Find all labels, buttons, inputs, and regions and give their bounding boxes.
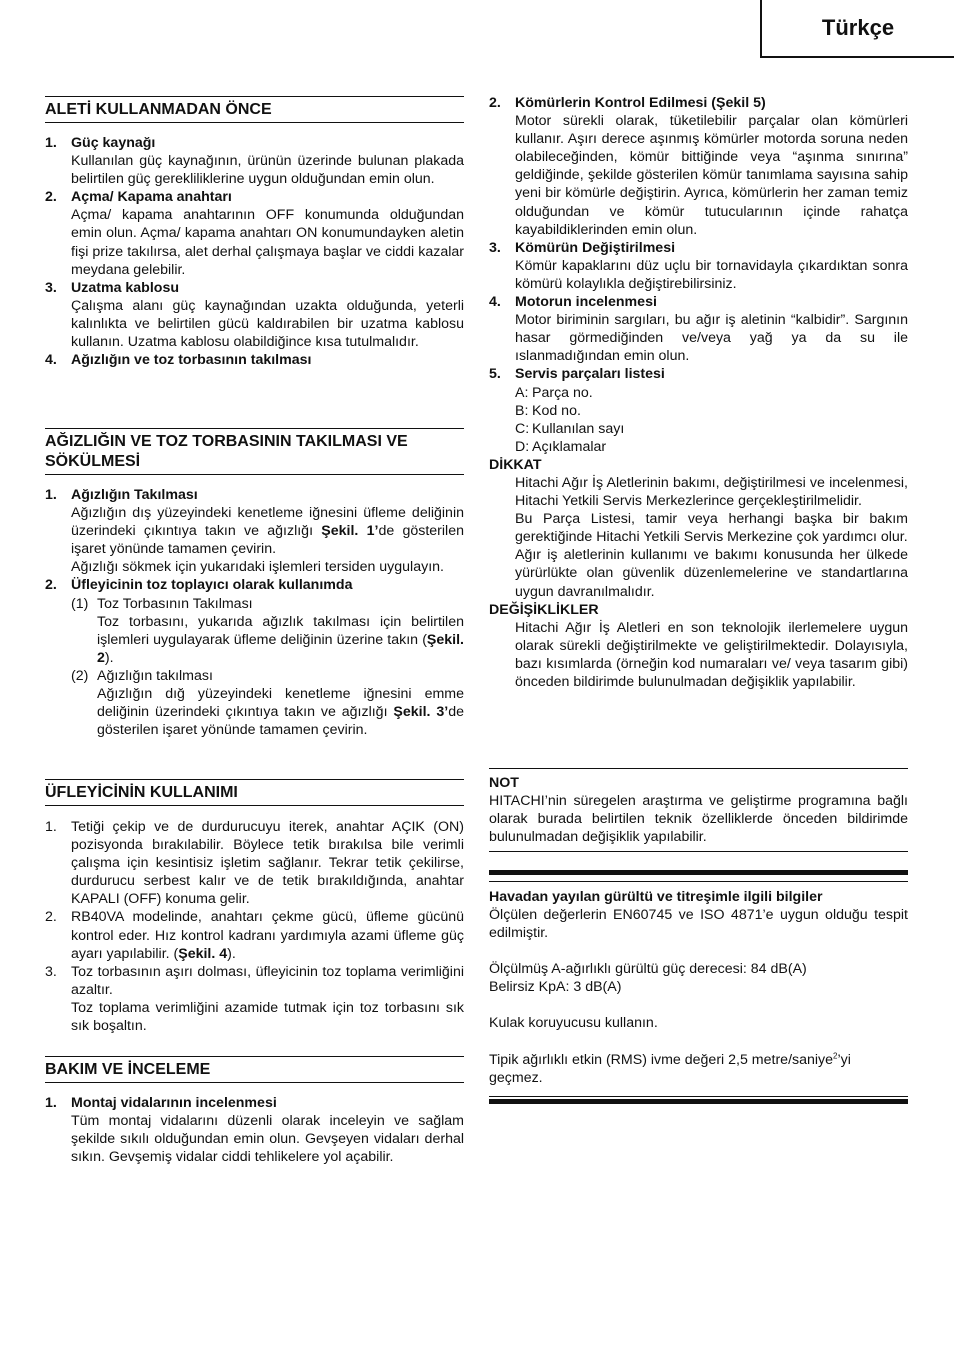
item-number: 1. bbox=[45, 135, 57, 151]
noise-paragraph: Ölçülen değerlerin EN60745 ve ISO 4871’e uygun olduğu tespit edilmiştir. bbox=[489, 907, 908, 942]
item-text: Tüm montaj vidalarını düzenli olarak inceleyin ve sağlam şekilde sıkılı olduğundan emin olun. Gevşeyen vidaları derhal sıkın. Gevşemiş vidalar ciddi tehlikelere yol açabilir. bbox=[71, 1113, 464, 1166]
blower-use-list bbox=[45, 818, 464, 1035]
sub-item-number: (2) bbox=[71, 667, 89, 684]
list-item bbox=[45, 279, 464, 351]
item-title: Montaj vidalarının incelenmesi bbox=[71, 1095, 277, 1111]
sub-item-text: Ağızlığın dığ yüzeyindeki kenetleme iğnesini emme deliğinin üzerindeki çıkıntıya takın ve ağızlığı Şekil. 3’de gösterilen işaret yönünde tamamen çevirin. bbox=[97, 686, 464, 739]
list-item bbox=[45, 351, 464, 369]
list-item bbox=[489, 365, 908, 455]
item-number: 2. bbox=[489, 95, 501, 111]
item-title: Üfleyicinin toz toplayıcı olarak kullanımda bbox=[71, 577, 353, 594]
item-number: 5. bbox=[489, 366, 501, 383]
item-number: 1. bbox=[45, 819, 57, 835]
item-title: Güç kaynağı bbox=[71, 135, 156, 151]
nozzle-list bbox=[45, 486, 464, 739]
item-text: RB40VA modelinde, anahtarı çekme gücü, üfleme gücünü kontrol eder. Hız kontrol kadranı yardımıyla azami üfleme güç ayarı yapılabilir. (Şekil. 4). bbox=[71, 909, 464, 962]
item-number: 3. bbox=[45, 279, 57, 296]
item-title: Servis parçaları listesi bbox=[515, 366, 665, 383]
item-number: 2. bbox=[45, 577, 57, 594]
sub-item-number: (1) bbox=[71, 595, 89, 612]
noise-uncertainty: Belirsiz KpA: 3 dB(A) bbox=[489, 979, 622, 996]
item-number: 2. bbox=[45, 909, 57, 926]
list-item bbox=[489, 239, 908, 293]
item-title: Kömürün Değiştirilmesi bbox=[515, 239, 676, 256]
item-title: Ağızlığın ve toz torbasının takılması bbox=[71, 352, 312, 369]
parts-list-entry: D: Açıklamalar bbox=[515, 438, 607, 455]
item-text: Motor biriminin sargıları, bu ağır iş aletinin “kalbidir”. Sargının hasar görmediğinden ve/veya yağ ya da su ile ıslanmadığından emin olun. bbox=[515, 312, 908, 365]
list-item bbox=[45, 908, 464, 962]
noise-level: Ölçülmüş A-ağırlıklı gürültü güç derecesi: 84 dB(A) bbox=[489, 961, 807, 978]
list-item bbox=[45, 818, 464, 908]
note-block bbox=[489, 774, 908, 846]
item-number: 4. bbox=[489, 294, 501, 311]
item-title: Kömürlerin Kontrol Edilmesi (Şekil 5) bbox=[515, 95, 766, 111]
sub-item-text: Toz torbasını, yukarıda ağızlık takılması için belirtilen işlemleri uygulayarak üfleme deliğinin üzerine takın (Şekil. 2). bbox=[97, 613, 464, 666]
item-text: Kömür kapaklarını düz uçlu bir tornavidayla çıkardıktan sonra kömürü kolaylıkla değiştirebilirsiniz. bbox=[515, 257, 908, 292]
section-heading-before-use: ALETİ KULLANMADAN ÖNCE bbox=[45, 96, 464, 123]
item-text: Ağızlığın dış yüzeyindeki kenetleme iğnesini üfleme deliğinin üzerindeki çıkıntıya takın ve ağızlığı Şekil. 1’de gösterilen işaret yönünde tamamen çevirin. bbox=[71, 505, 464, 558]
sub-item bbox=[71, 667, 464, 739]
list-item bbox=[489, 293, 908, 365]
modifications-title: DEĞİŞİKLİKLER bbox=[489, 601, 599, 618]
sub-item-title: Toz Torbasının Takılması bbox=[97, 595, 253, 612]
caution-paragraph: Hitachi Ağır İş Aletlerinin bakımı, değiştirilmesi ve incelenmesi, Hitachi Yetkili Servis Merkezlerince gerçekleştirilmelidir. bbox=[515, 474, 908, 510]
item-text: Ağızlığı sökmek için yukarıdaki işlemleri tersiden uygulayın. bbox=[71, 559, 444, 576]
language-tab: Türkçe bbox=[760, 0, 954, 58]
list-item bbox=[45, 963, 464, 1035]
item-number: 3. bbox=[45, 963, 57, 980]
heading-line: AĞIZLIĞIN VE TOZ TORBASININ TAKILMASI VE bbox=[45, 433, 408, 450]
modifications-text bbox=[489, 619, 908, 691]
parts-list-entry: C: Kullanılan sayı bbox=[515, 420, 625, 437]
noise-info-block bbox=[489, 888, 908, 1087]
sub-item-title: Ağızlığın takılması bbox=[97, 667, 213, 684]
item-text: Toz toplama verimliğini azamide tutmak için toz torbasını sık sık boşaltın. bbox=[71, 999, 464, 1035]
caution-paragraph: Bu Parça Listesi, tamir veya herhangi başka bir bakım gerektiğinde Hitachi Yetkili Servis Merkezine çok yardımcı olur. bbox=[515, 511, 908, 546]
item-text: Çalışma alanı güç kaynağından uzakta olduğunda, yeterli kalınlıkta ve belirtilen gücü kaldırabilen bir uzatma kablosu kullanın. Uzatma kablosu olabildiğince kısa tutulmalıdır. bbox=[71, 297, 464, 351]
item-number: 4. bbox=[45, 352, 57, 369]
sub-item bbox=[71, 595, 464, 667]
noise-title: Havadan yayılan gürültü ve titreşimle ilgili bilgiler bbox=[489, 889, 823, 905]
caution-title: DİKKAT bbox=[489, 456, 542, 473]
parts-list-entry: A: Parça no. bbox=[515, 384, 593, 401]
list-item bbox=[45, 576, 464, 739]
heading-line: SÖKÜLMESİ bbox=[45, 453, 141, 470]
maintenance-list bbox=[45, 1094, 464, 1166]
divider bbox=[489, 1096, 908, 1097]
item-number: 3. bbox=[489, 239, 501, 256]
list-item bbox=[45, 134, 464, 188]
list-item bbox=[45, 1094, 464, 1166]
item-number: 1. bbox=[45, 1095, 57, 1111]
item-text: Toz torbasının aşırı dolması, üfleyicinin toz toplama verimliğini azaltır. bbox=[71, 963, 464, 998]
list-item bbox=[45, 188, 464, 278]
item-title: Açma/ Kapama anahtarı bbox=[71, 189, 232, 206]
before-use-list bbox=[45, 134, 464, 369]
divider bbox=[489, 851, 908, 852]
item-text: Açma/ kapama anahtarının OFF konumunda olduğundan emin olun. Açma/ kapama anahtarı ON konumundayken aletin fişi prize takılırsa, alet derhal çalışmaya başlar ve ciddi kazalar meydana gelebilir. bbox=[71, 207, 464, 278]
note-title: NOT bbox=[489, 775, 519, 791]
hearing-protection-note: Kulak koruyucusu kullanın. bbox=[489, 1015, 658, 1032]
item-text: Motor sürekli olarak, tüketilebilir parçalar olan kömürleri kullanır. Aşırı derece aşınmış kömürler motorda soruna neden olabileceğinden, kömür bittiğinde veya “aşınma sınırına” geldiğinde, şekilde gösterilen kömür tanımlama sayısına sahip yeni bir kömürle değiştirin. Ayrıca, kömürlerin her zaman temiz olduğundan ve kömür tutucularının içinde rahatça kayabildiklerinden emin olun. bbox=[515, 113, 908, 238]
modifications-paragraph: Hitachi Ağır İş Aletleri en son teknolojik ilerlemelere uygun olarak sürekli değiştirilmekte ve geliştirilmektedir. Dolayısıyla, bazı kısımlarda (örneğin kod numaraları ve/ veya tasarım gibi) önceden bildirimde bulunulmadan değişiklik yapılabilir. bbox=[515, 619, 908, 690]
vibration-value: Tipik ağırlıklı etkin (RMS) ivme değeri 2,5 metre/saniye$^2$’yi geçmez. bbox=[489, 1050, 851, 1086]
item-number: 1. bbox=[45, 487, 57, 503]
thick-divider bbox=[489, 1099, 908, 1104]
section-heading-blower-use: ÜFLEYİCİNİN KULLANIMI bbox=[45, 779, 464, 806]
item-title: Motorun incelenmesi bbox=[515, 294, 657, 311]
note-text: HITACHI’nin süregelen araştırma ve geliştirme programına bağlı olarak burada belirtilen teknik özelliklerde önceden bildirimde bulunulmadan değişiklik yapılabilir. bbox=[489, 793, 908, 846]
section-heading-maintenance: BAKIM VE İNCELEME bbox=[45, 1056, 464, 1083]
maintenance-list-continued bbox=[489, 94, 908, 691]
item-text: Tetiği çekip ve de durdurucuyu iterek, anahtar AÇIK (ON) pozisyonda bırakılabilir. Böylece tetik bırakılsa bile verimli çalışma için kesintisiz işletim sağlanır. Tekrar tetik çekilirse, durdurucu serbest kalır ve de tetik bırakıldığında, anahtar KAPALI (OFF) konuma gelir. bbox=[71, 819, 464, 908]
list-item bbox=[45, 486, 464, 576]
caution-text bbox=[489, 474, 908, 601]
parts-list-entry: B: Kod no. bbox=[515, 402, 581, 419]
item-title: Uzatma kablosu bbox=[71, 279, 180, 296]
list-item bbox=[489, 94, 908, 239]
item-number: 2. bbox=[45, 189, 57, 206]
thick-divider bbox=[489, 870, 908, 875]
item-text: Kullanılan güç kaynağının, ürünün üzerinde bulunan plakada belirtilen güç gerekliliklerine uygun olduğundan emin olun. bbox=[71, 153, 464, 188]
section-heading-nozzle bbox=[45, 428, 464, 475]
divider bbox=[489, 768, 908, 769]
divider bbox=[489, 881, 908, 882]
item-title: Ağızlığın Takılması bbox=[71, 487, 198, 503]
caution-paragraph: Ağır iş aletlerinin kullanımı ve bakımı konusunda her ülkede yürürlükte olan güvenlik düzenlemelerine ve standartlarına uygun davranılmalıdır. bbox=[515, 547, 908, 600]
